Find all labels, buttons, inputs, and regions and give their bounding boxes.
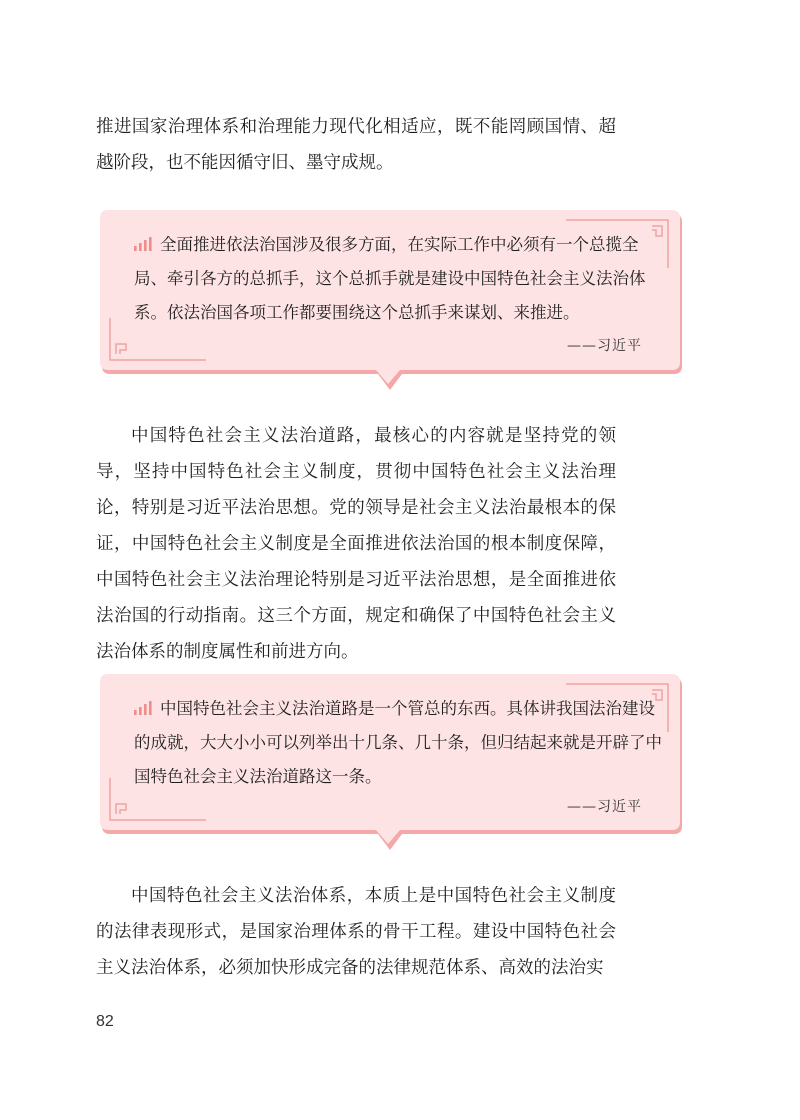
signal-bars-icon <box>134 237 152 251</box>
quote-box-1 <box>96 208 688 392</box>
quote-body-2: 中国特色社会主义法治道路是一个管总的东西。具体讲我国法治建设的成就，大大小小可以列举出十几条、几十条，但归结起来就是开辟了中国特色社会主义法治道路这一条。 <box>134 699 662 786</box>
body-paragraph-2: 中国特色社会主义法治道路，最核心的内容就是坚持党的领导，坚持中国特色社会主义制度，贯彻中国特色社会主义法治理论，特别是习近平法治思想。党的领导是社会主义法治最根本的保证，中国特色社会主义制度是全面推进依法治国的根本制度保障，中国特色社会主义法治理论特别是习近平法治思想，是全面推进依法治国的行动指南。这三个方面，规定和确保了中国特色社会主义法治体系的制度属性和前进方向。 <box>96 426 616 662</box>
quote-body-1: 全面推进依法治国涉及很多方面，在实际工作中必须有一个总揽全局、牵引各方的总抓手，这个总抓手就是建设中国特色社会主义法治体系。依法治国各项工作都要围绕这个总抓手来谋划、来推进。 <box>134 235 646 322</box>
signal-bars-icon <box>134 701 152 715</box>
body-paragraph-1: 推进国家治理体系和治理能力现代化相适应，既不能罔顾国情、超越阶段，也不能因循守旧、墨守成规。 <box>96 117 616 173</box>
body-paragraph-3: 中国特色社会主义法治体系，本质上是中国特色社会主义制度的法律表现形式，是国家治理体系的骨干工程。建设中国特色社会主义法治体系，必须加快形成完备的法律规范体系、高效的法治实 <box>96 886 616 978</box>
quote-attribution-1: ——习近平 <box>567 338 642 354</box>
quote-attribution-2: ——习近平 <box>567 799 642 815</box>
quote-text-2 <box>134 692 664 794</box>
page-number: 82 <box>96 1013 114 1030</box>
quote-text-1 <box>134 228 664 330</box>
quote-box-2 <box>96 672 688 852</box>
